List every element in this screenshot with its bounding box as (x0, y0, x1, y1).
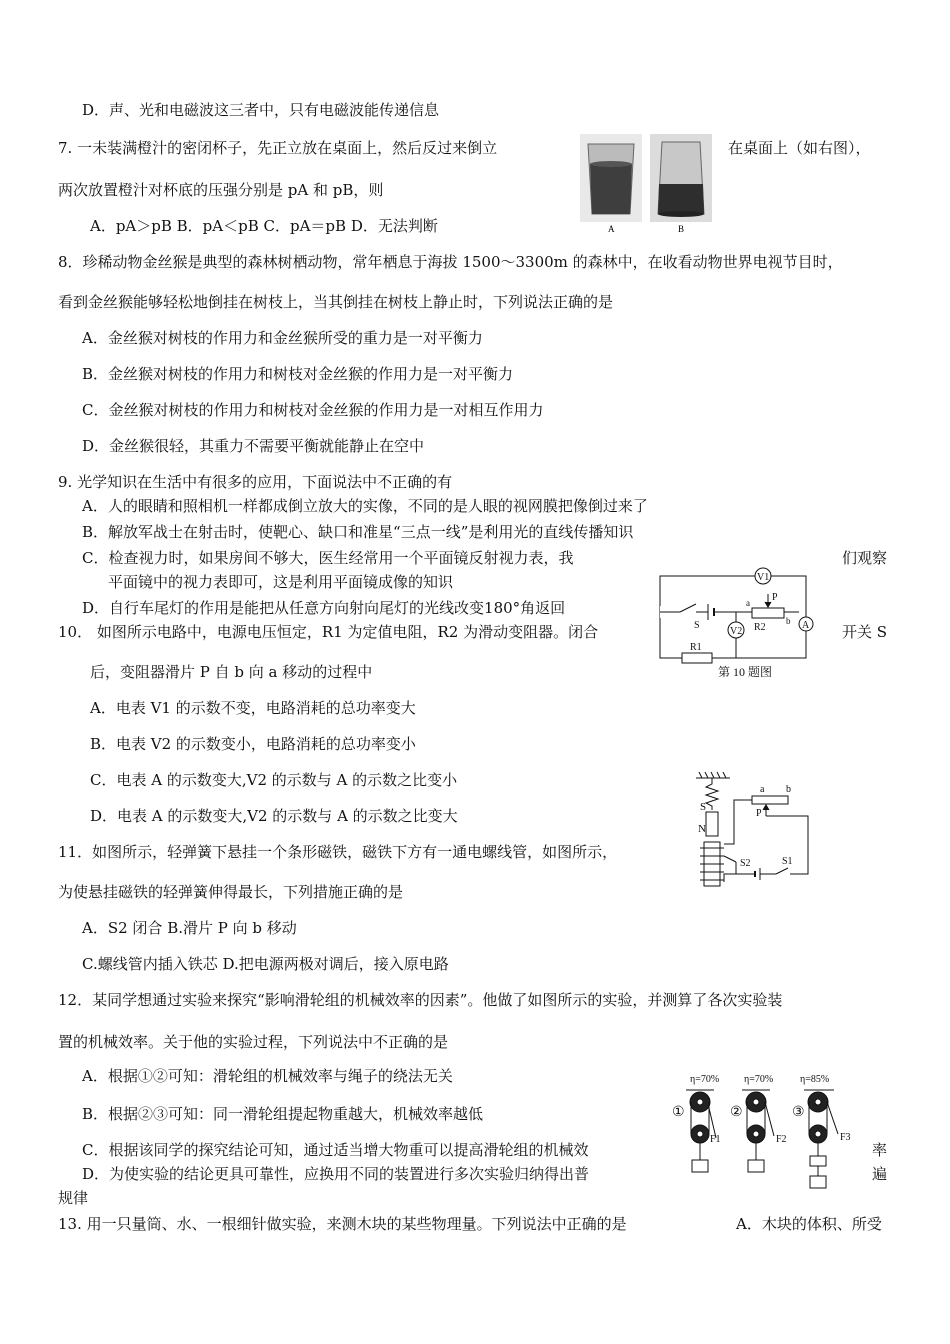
q8-stem-part1: 8．珍稀动物金丝猴是典型的森林树栖动物，常年栖息于海拔 1500～3300m 的森林中，在收看动物世界电视节目时， (58, 253, 843, 271)
q12-stem-part1: 12．某同学想通过实验来探究“影响滑轮组的机械效率的因素”。他做了如图所示的实验，并测算了各次实验装 (58, 991, 783, 1009)
q8-option-a: A．金丝猴对树枝的作用力和金丝猴所受的重力是一对平衡力 (82, 329, 483, 347)
q8-option-d: D．金丝猴很轻，其重力不需要平衡就能静止在空中 (82, 437, 425, 455)
voltmeter-v2-icon (728, 622, 744, 638)
cup-a-label: A (608, 224, 615, 234)
circuit-caption: 第 10 题图 (718, 665, 773, 679)
v1-label: V1 (757, 572, 770, 583)
q8-option-b: B．金丝猴对树枝的作用力和树枝对金丝猴的作用力是一对平衡力 (82, 365, 514, 383)
solenoid-icon (700, 842, 724, 886)
rheostat-icon (752, 796, 788, 804)
setup-3-number: ③ (792, 1105, 805, 1120)
switch-s-icon (680, 604, 696, 612)
q10-option-d: D．电表 A 的示数变大,V2 的示数与 A 的示数之比变大 (90, 807, 458, 825)
terminal-b-label: b (786, 616, 791, 626)
slider-p-label: P (756, 808, 762, 819)
q10-stem-part3: 后，变阻器滑片 P 自 b 向 a 移动的过程中 (90, 663, 373, 681)
terminal-b-label: b (786, 784, 791, 795)
q13-stem: 13. 用一只量筒、水、一根细针做实验，来测木块的某些物理量。下列说法中正确的是 (58, 1215, 627, 1233)
q12-option-a: A．根据①②可知：滑轮组的机械效率与绳子的绕法无关 (82, 1067, 453, 1085)
q10-stem-part1: 10． 如图所示电路中，电源电压恒定，R1 为定值电阻，R2 为滑动变阻器。闭合 (58, 623, 599, 641)
cup-b-label: B (678, 224, 685, 234)
pulley-setup-3-icon (804, 1090, 838, 1188)
pulley-setup-1-icon (686, 1090, 716, 1172)
q6-option-d: D．声、光和电磁波这三者中，只有电磁波能传递信息 (82, 101, 440, 119)
ammeter-icon (799, 617, 813, 631)
q8-option-c: C．金丝猴对树枝的作用力和树枝对金丝猴的作用力是一对相互作用力 (82, 401, 544, 419)
q9-option-c-part3: 平面镜中的视力表即可，这是利用平面镜成像的知识 (108, 573, 454, 591)
q9-option-d: D．自行车尾灯的作用是能把从任意方向射向尾灯的光线改变180°角返回 (82, 599, 566, 617)
q9-option-c-part1: C．检查视力时，如果房间不够大，医生经常用一个平面镜反射视力表，我 (82, 549, 574, 567)
q9-stem: 9. 光学知识在生活中有很多的应用，下面说法中不正确的有 (58, 473, 453, 491)
q11-stem-part2: 为使悬挂磁铁的轻弹簧伸得最长，下列措施正确的是 (58, 883, 404, 901)
voltmeter-v1-icon (755, 568, 771, 584)
magnet-s-label: S (700, 801, 707, 813)
terminal-a-label: a (746, 598, 750, 608)
setup-2-number: ② (730, 1105, 743, 1120)
q7-options: A．pA＞pB B．pA＜pB C．pA＝pB D．无法判断 (90, 217, 438, 235)
q10-option-c: C．电表 A 的示数变大,V2 的示数与 A 的示数之比变小 (90, 771, 458, 789)
q11-stem-part1: 11．如图所示，轻弹簧下悬挂一个条形磁铁，磁铁下方有一通电螺线管，如图所示， (58, 843, 618, 861)
eta-2-label: η=70% (744, 1074, 774, 1085)
circuit-figure (656, 566, 828, 682)
q12-option-c-part2: 率 (872, 1141, 888, 1159)
q9-option-b: B．解放军战士在射击时，使靶心、缺口和准星“三点一线”是利用光的直线传播知识 (82, 523, 634, 541)
magnet-n-label: N (698, 823, 706, 835)
battery-icon (708, 604, 714, 620)
q10-stem-part2: 开关 S (842, 623, 888, 641)
terminal-a-label: a (760, 784, 765, 795)
q7-stem-part2: 在桌面上（如右图）， (728, 139, 871, 157)
q12-option-b: B．根据②③可知：同一滑轮组提起物重越大，机械效率越低 (82, 1105, 484, 1123)
resistor-r1-icon (682, 653, 712, 663)
q7-stem-part1: 7. 一未装满橙汁的密闭杯子，先正立放在桌面上，然后反过来倒立 (58, 139, 498, 157)
cup-a-photo (580, 134, 642, 222)
q9-option-c-part2: 们观察 (842, 549, 888, 567)
setup-1-number: ① (672, 1105, 685, 1120)
pulley-experiment-figure (664, 1072, 864, 1198)
q12-stem-part2: 置的机械效率。关于他的实验过程，下列说法中不正确的是 (58, 1033, 449, 1051)
q12-option-d-part1: D．为使实验的结论更具可靠性，应换用不同的装置进行多次实验归纳得出普 (82, 1165, 590, 1183)
bar-magnet-icon (706, 812, 718, 836)
slider-p-label: P (772, 592, 778, 603)
r2-label: R2 (754, 622, 766, 633)
cups-figure (580, 134, 720, 234)
q11-options-cd: C.螺线管内插入铁芯 D.把电源两极对调后，接入原电路 (82, 955, 449, 973)
r1-label: R1 (690, 642, 702, 653)
spring-icon (706, 778, 718, 810)
q12-option-d-part2: 遍 (872, 1165, 888, 1183)
q9-option-a: A．人的眼睛和照相机一样都成倒立放大的实像，不同的是人眼的视网膜把像倒过来了 (82, 497, 648, 515)
q13-option-a-start: A．木块的体积、所受 (736, 1215, 882, 1233)
force-f3-label: F3 (840, 1132, 851, 1143)
switch-label: S (694, 620, 700, 631)
v2-label: V2 (730, 626, 743, 637)
ammeter-label: A (802, 620, 810, 631)
eta-3-label: η=85% (800, 1074, 830, 1085)
q12-option-c-part1: C．根据该同学的探究结论可知，通过适当增大物重可以提高滑轮组的机械效 (82, 1141, 589, 1159)
switch-s2-icon (724, 856, 736, 862)
s2-label: S2 (740, 858, 751, 869)
q10-option-a: A．电表 V1 的示数不变，电路消耗的总功率变大 (90, 699, 416, 717)
q10-option-b: B．电表 V2 的示数变小，电路消耗的总功率变小 (90, 735, 416, 753)
force-f1-label: F1 (710, 1134, 721, 1145)
magnet-solenoid-figure (690, 770, 820, 894)
s1-label: S1 (782, 856, 793, 867)
q8-stem-part2: 看到金丝猴能够轻松地倒挂在树枝上，当其倒挂在树枝上静止时，下列说法正确的是 (58, 293, 614, 311)
switch-s1-icon (776, 868, 788, 874)
q11-options-ab: A．S2 闭合 B.滑片 P 向 b 移动 (82, 919, 297, 937)
q7-stem-part3: 两次放置橙汁对杯底的压强分别是 pA 和 pB，则 (58, 181, 384, 199)
rheostat-r2-icon (752, 608, 784, 618)
eta-1-label: η=70% (690, 1074, 720, 1085)
ceiling-hatch-icon (696, 772, 730, 778)
q12-option-d-part3: 规律 (58, 1189, 89, 1207)
force-f2-label: F2 (776, 1134, 787, 1145)
pulley-setup-2-icon (742, 1090, 774, 1172)
battery-icon (755, 868, 760, 880)
cup-b-photo (650, 134, 712, 222)
